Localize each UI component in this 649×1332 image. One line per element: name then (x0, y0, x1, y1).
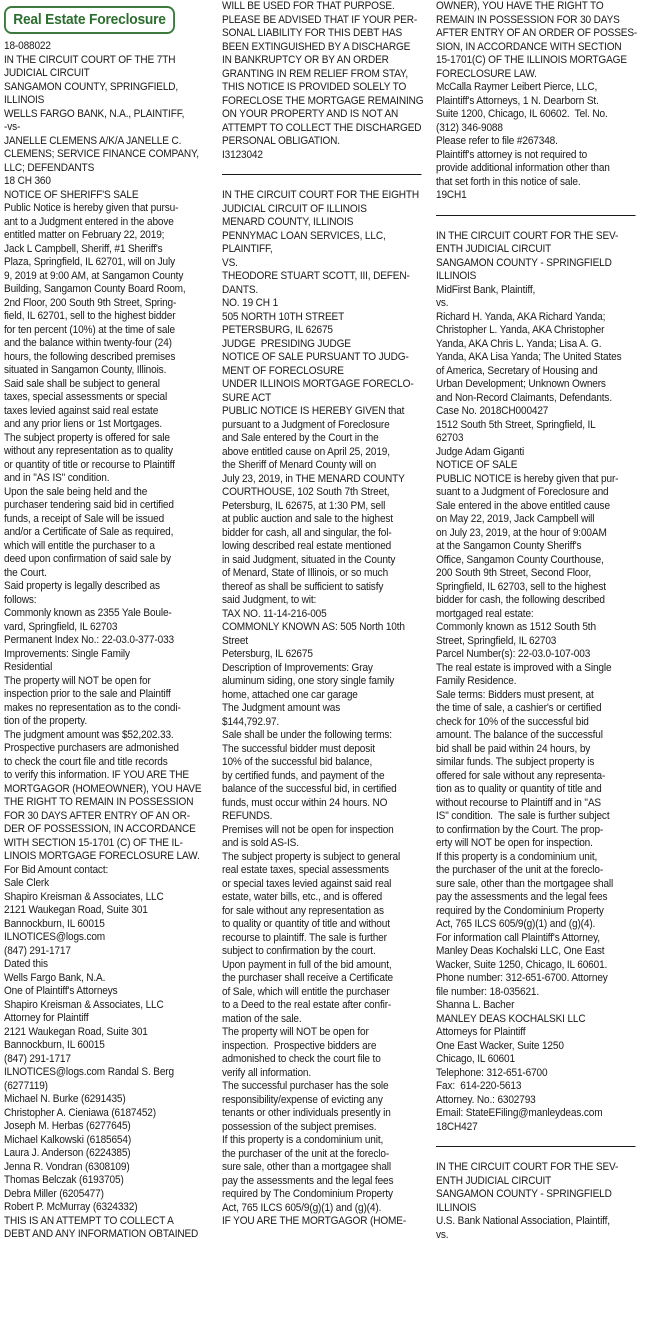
text-line: erty will NOT be open for inspection. (436, 837, 593, 849)
text-line: Shapiro Kreisman & Associates, LLC (4, 998, 164, 1011)
text-line: Richard H. Yanda, AKA Richard Yanda; (436, 310, 606, 323)
text-line: JUDICIAL CIRCUIT OF ILLINOIS (222, 202, 367, 215)
text-line: ATTEMPT TO COLLECT THE DISCHARGED (222, 121, 422, 134)
text-line: mortgaged real estate: (436, 607, 534, 620)
text-line: WITH SECTION 15-1701 (C) OF THE IL- (4, 836, 183, 849)
text-line: situated in Sangamon County, Illinois. (4, 364, 167, 376)
column-1 (4, 0, 213, 1332)
text-line: SONAL LIABILITY FOR THIS DEBT HAS (222, 27, 403, 39)
text-line: Permanent Index No.: 22-03.0-377-033 (4, 634, 174, 646)
text-line: JUDICIAL CIRCUIT (4, 67, 90, 79)
text-line: for ten percent (10%) at the time of sale (4, 323, 175, 336)
text-line: PUBLIC NOTICE IS HEREBY GIVEN that (222, 405, 405, 417)
text-line: Urban Development; Unknown Owners (436, 378, 606, 390)
text-line: without any representation as to quality (4, 445, 173, 457)
text-line: The property will NOT be open for (4, 674, 151, 687)
text-line: makes no representation as to the condi- (4, 701, 181, 714)
text-line: 19CH1 (436, 189, 467, 201)
text-line: LINOIS MORTGAGE FORECLOSURE LAW. (4, 850, 200, 862)
text-line: Phone number: 312-651-6700. Attorney (436, 972, 608, 984)
text-line: (847) 291-1717 (4, 1052, 71, 1065)
column-3 (436, 0, 645, 1332)
text-line: For Bid Amount contact: (4, 863, 109, 876)
text-line: $144,792.97. (222, 715, 280, 728)
text-line: Plaza, Springfield, IL 62701, will on July (4, 256, 175, 268)
text-line: Petersburg, IL 62675 (222, 648, 313, 660)
text-line: Christopher L. Yanda, AKA Christopher (436, 324, 605, 336)
text-line: pay the assessments and the legal fees (436, 891, 608, 903)
text-line: FORECLOSURE LAW. (436, 67, 537, 80)
text-line: LLC; DEFENDANTS (4, 161, 95, 174)
text-line: SION, IN ACCORDANCE WITH SECTION (436, 40, 622, 53)
text-line: MidFirst Bank, Plaintiff, (436, 283, 536, 296)
notice-divider (222, 174, 422, 175)
text-line: of America, Secretary of Housing and (436, 364, 598, 377)
text-line: inspection prior to the sale and Plaintiff (4, 688, 171, 700)
section-header: Real Estate Foreclosure (4, 6, 175, 34)
text-line: in said Judgment, situated in the County (222, 553, 396, 566)
text-line: PUBLIC NOTICE is hereby given that pur- (436, 472, 619, 485)
text-line: SANGAMON COUNTY, SPRINGFIELD, (4, 80, 179, 93)
text-line: IN BANKRUPTCY OR BY AN ORDER (222, 54, 389, 66)
text-line: Plaintiff's Attorneys, 1 N. Dearborn St. (436, 94, 599, 107)
text-line: file number: 18-035621. (436, 985, 540, 998)
text-line: which will entitle the purchaser to a (4, 539, 155, 552)
text-line: by certified funds, and payment of the (222, 769, 385, 782)
notice-pennymac-text (222, 189, 431, 1229)
text-line: responsibility/expense of evicting any (222, 1093, 383, 1106)
text-line: Debra Miller (6205477) (4, 1187, 104, 1200)
text-line: 200 South 9th Street, Second Floor, (436, 567, 592, 579)
text-line: required by The Condominium Property (222, 1188, 393, 1200)
text-line: ILLINOIS (436, 1201, 477, 1214)
text-line: PERSONAL OBLIGATION. (222, 135, 340, 147)
text-line: REFUNDS. (222, 810, 273, 822)
text-line: Jack L Campbell, Sheriff, #1 Sheriff's (4, 242, 163, 255)
text-line: REMAIN IN POSSESSION FOR 30 DAYS (436, 13, 620, 26)
text-line: the Court. (4, 566, 47, 579)
text-line: pay the assessments and the legal fees (222, 1174, 394, 1187)
column-2 (222, 0, 431, 1332)
text-line: tion as to quality or quantity of title and (436, 783, 602, 795)
text-line: at public auction and sale to the highest (222, 513, 393, 525)
text-line: check for 10% of the successful bid (436, 715, 589, 728)
text-line: ant to a Judgment entered in the above (4, 215, 174, 228)
text-line: July 23, 2019, in THE MENARD COUNTY (222, 472, 405, 485)
text-line: FOR 30 DAYS AFTER ENTRY OF AN OR- (4, 809, 191, 822)
text-line: For information call Plaintiff's Attorney, (436, 931, 600, 944)
text-line: funds, a receipt of Sale will be issued (4, 512, 165, 525)
text-line: 1512 South 5th Street, Springfield, IL (436, 418, 596, 431)
text-line: ENTH JUDICIAL CIRCUIT (436, 243, 552, 255)
text-line: Yanda, AKA Chris L. Yanda; Lisa A. G. (436, 337, 602, 350)
text-line: NO. 19 CH 1 (222, 297, 279, 309)
text-line: If this property is a condominium unit, (222, 1134, 384, 1146)
text-line: field, IL 62701, sell to the highest bidder (4, 310, 176, 322)
text-line: Email: StateEFiling@manleydeas.com (436, 1107, 603, 1119)
text-line: MANLEY DEAS KOCHALSKI LLC (436, 1012, 586, 1025)
text-line: TAX NO. 11-14-216-005 (222, 607, 327, 620)
text-line: The subject property is offered for sale (4, 431, 170, 444)
text-line: Commonly known as 1512 South 5th (436, 621, 596, 633)
text-line: Plaintiff's attorney is not required to (436, 148, 588, 161)
text-line: PETERSBURG, IL 62675 (222, 324, 333, 336)
text-line: Case No. 2018CH000427 (436, 405, 549, 417)
text-line: entitled matter on February 22, 2019; (4, 229, 165, 241)
text-line: to quality or quantity of title and without (222, 918, 390, 930)
text-line: Dated this (4, 958, 48, 970)
text-line: hours, the following described premises (4, 350, 176, 363)
text-line: to confirmation by the Court. The prop- (436, 823, 604, 836)
text-line: Jenna R. Vondran (6308109) (4, 1160, 130, 1173)
text-line: provide additional information other than (436, 162, 610, 174)
text-line: verify all information. (222, 1066, 312, 1079)
text-line: follows: (4, 593, 37, 606)
text-line: Chicago, IL 60601 (436, 1053, 515, 1065)
text-line: Sale shall be under the following terms: (222, 729, 392, 741)
text-line: vs. (436, 1228, 449, 1241)
text-line: Public Notice is hereby given that pursu- (4, 202, 179, 214)
text-line: 9, 2019 at 9:00 AM, at Sangamon County (4, 269, 184, 282)
text-line: One of Plaintiff's Attorneys (4, 985, 118, 997)
text-line: Laura J. Anderson (6224385) (4, 1147, 131, 1159)
text-line: the time of sale, a cashier's or certified (436, 702, 602, 714)
text-line: sure sale, other than a mortgagee shall (222, 1161, 391, 1173)
text-line: IN THE CIRCUIT COURT OF THE 7TH (4, 53, 176, 66)
text-line: balance of the successful bid, in certified (222, 783, 397, 795)
text-line: bidder for cash, all and singular, the fol- (222, 526, 392, 539)
text-line: Bannockburn, IL 60015 (4, 917, 105, 930)
text-line: SURE ACT (222, 391, 272, 404)
text-line: MENT OF FORECLOSURE (222, 364, 344, 377)
text-line: Attorneys for Plaintiff (436, 1026, 526, 1038)
text-line: Wells Fargo Bank, N.A. (4, 971, 106, 984)
text-line: THEODORE STUART SCOTT, III, DEFEN- (222, 270, 410, 282)
text-line: of Sale, which will entitle the purchaser (222, 985, 390, 998)
text-line: tion of the property. (4, 715, 87, 727)
notice-us-bank-text (436, 1161, 645, 1242)
text-line: without recourse to Plaintiff and in "AS (436, 796, 601, 809)
text-line: above entitled cause on April 25, 2019, (222, 445, 390, 458)
text-line: The successful purchaser has the sole (222, 1080, 389, 1092)
text-line: ILLINOIS (4, 94, 45, 106)
text-line: The real estate is improved with a Single (436, 661, 612, 674)
text-line: The Judgment amount was (222, 702, 341, 714)
text-line: on May 22, 2019, Jack Campbell will (436, 513, 595, 525)
text-line: or special taxes levied against said real (222, 877, 392, 890)
text-line: OWNER), YOU HAVE THE RIGHT TO (436, 0, 604, 12)
text-line: -vs- (4, 121, 21, 133)
text-line: Telephone: 312-651-6700 (436, 1066, 548, 1079)
text-line: Act, 765 ILCS 605/9(g)(1) and (g)(4). (436, 918, 596, 930)
text-line: amount. The balance of the successful (436, 729, 603, 741)
text-line: THIS NOTICE IS PROVIDED SOLELY TO (222, 81, 407, 93)
text-line: GRANTING IN REM RELIEF FROM STAY, (222, 67, 408, 80)
text-line: Office, Sangamon County Courthouse, (436, 553, 604, 566)
text-line: ILNOTICES@logs.com Randal S. Berg (4, 1066, 174, 1078)
text-line: Thomas Belczak (6193705) (4, 1174, 124, 1186)
text-line: SANGAMON COUNTY - SPRINGFIELD (436, 1188, 612, 1200)
text-line: ON YOUR PROPERTY AND IS NOT AN (222, 108, 399, 120)
text-line: home, attached one car garage (222, 688, 358, 701)
text-line: JUDGE PRESIDING JUDGE (222, 337, 351, 350)
text-line: Said property is legally described as (4, 580, 160, 592)
text-line: 15-1701(C) OF THE ILLINOIS MORTGAGE (436, 54, 627, 66)
text-line: (312) 346-9088 (436, 121, 503, 134)
text-line: Description of Improvements: Gray (222, 661, 373, 674)
text-line: 2121 Waukegan Road, Suite 301 (4, 1025, 148, 1038)
text-line: to check the court file and title records (4, 755, 168, 768)
text-line: on July 23, 2019, at the hour of 9:00AM (436, 526, 607, 539)
text-line: pursuant to a Judgment of Foreclosure (222, 418, 390, 431)
text-line: CLEMENS; SERVICE FINANCE COMPANY, (4, 148, 199, 160)
text-line: that set forth in this notice of sale. (436, 175, 581, 188)
text-line: (847) 291-1717 (4, 944, 71, 957)
notice-pennymac-continued-text (436, 0, 645, 203)
text-line: mation of the sale. (222, 1012, 302, 1025)
text-line: Petersburg, IL 62675, at 1:30 PM, sell (222, 499, 386, 512)
text-line: Building, Sangamon County Board Room, (4, 283, 186, 295)
text-line: Fax: 614-220-5613 (436, 1080, 522, 1092)
text-line: Bannockburn, IL 60015 (4, 1039, 105, 1051)
text-line: THIS IS AN ATTEMPT TO COLLECT A (4, 1214, 174, 1227)
text-line: suant to a Judgment of Foreclosure and (436, 486, 609, 498)
text-line: PLAINTIFF, (222, 243, 273, 255)
text-line: Upon payment in full of the bid amount, (222, 958, 392, 971)
text-line: 505 NORTH 10TH STREET (222, 310, 345, 323)
text-line: Premises will not be open for inspection (222, 823, 394, 836)
text-line: JANELLE CLEMENS A/K/A JANELLE C. (4, 134, 182, 147)
notice-divider (436, 1146, 636, 1147)
text-line: tenants or other individuals presently in (222, 1107, 391, 1119)
text-line: required by the Condominium Property (436, 904, 604, 917)
text-line: admonished to check the court file to (222, 1053, 381, 1065)
text-line: 18-088022 (4, 40, 51, 52)
text-line: purchaser tendering said bid in certified (4, 499, 174, 511)
text-line: ILLINOIS (436, 270, 477, 282)
text-line: Judge Adam Giganti (436, 445, 525, 458)
text-line: MORTGAGOR (HOMEOWNER), YOU HAVE (4, 782, 202, 795)
text-line: or quantity of title or recourse to Plaintiff (4, 458, 175, 471)
text-line: Robert P. McMurray (6324332) (4, 1201, 138, 1213)
text-line: lowing described real estate mentioned (222, 540, 392, 552)
text-line: Sale Clerk (4, 877, 50, 889)
text-line: IN THE CIRCUIT COURT FOR THE EIGHTH (222, 189, 420, 201)
text-line: IN THE CIRCUIT COURT FOR THE SEV- (436, 229, 619, 242)
text-line: and the balance within twenty-four (24) (4, 337, 172, 349)
text-line: Sale terms: Bidders must present, at (436, 688, 594, 701)
text-line: real estate taxes, special assessments (222, 864, 389, 876)
text-line: and/or a Certificate of Sale as required, (4, 526, 174, 538)
text-line: FORECLOSE THE MORTGAGE REMAINING (222, 94, 424, 107)
text-line: DEBT AND ANY INFORMATION OBTAINED (4, 1228, 199, 1240)
text-line: PENNYMAC LOAN SERVICES, LLC, (222, 229, 386, 242)
text-line: NOTICE OF SALE (436, 459, 518, 471)
text-line: and Non-Record Claimants, Defendants. (436, 391, 612, 404)
text-line: and in "AS IS" condition. (4, 472, 110, 484)
text-line: funds, must occur within 24 hours. NO (222, 796, 388, 809)
text-line: NOTICE OF SALE PURSUANT TO JUDG- (222, 351, 409, 363)
text-line: Attorney for Plaintiff (4, 1012, 89, 1024)
notice-wells-fargo-text (4, 40, 213, 1242)
text-line: (6277119) (4, 1079, 48, 1092)
text-line: SANGAMON COUNTY - SPRINGFIELD (436, 256, 612, 269)
text-line: and Sale entered by the Court in the (222, 432, 379, 444)
text-line: Family Residence. (436, 675, 517, 687)
text-line: sure sale, other than the mortgagee shall (436, 877, 614, 890)
text-line: ILNOTICES@logs.com (4, 931, 106, 943)
text-line: IS" condition. The sale is further subject (436, 810, 610, 822)
text-line: The property will NOT be open for (222, 1026, 369, 1038)
text-line: 2nd Floor, 200 South 9th Street, Spring- (4, 296, 177, 309)
text-line: The successful bidder must deposit (222, 742, 375, 755)
text-line: The subject property is subject to general (222, 850, 401, 863)
text-line: Wacker, Suite 1250, Chicago, IL 60601. (436, 958, 608, 971)
text-line: Street, Springfield, IL 62703 (436, 634, 557, 647)
notice-midfirst-text (436, 230, 645, 1135)
text-line: Improvements: Single Family (4, 647, 130, 660)
text-line: IN THE CIRCUIT COURT FOR THE SEV- (436, 1161, 619, 1173)
text-line: Said sale shall be subject to general (4, 377, 160, 390)
text-line: WILL BE USED FOR THAT PURPOSE. (222, 0, 395, 12)
text-line: bidder for cash, the following described (436, 594, 605, 606)
text-line: 10% of the successful bid balance, (222, 756, 373, 768)
text-line: VS. (222, 256, 238, 269)
text-line: Attorney. No.: 6302793 (436, 1093, 536, 1106)
text-line: Prospective purchasers are admonished (4, 742, 179, 754)
text-line: and is sold AS-IS. (222, 837, 299, 849)
text-line: COURTHOUSE, 102 South 7th Street, (222, 486, 390, 498)
text-line: Upon the sale being held and the (4, 485, 148, 498)
text-line: vard, Springfield, IL 62703 (4, 620, 118, 633)
text-line: NOTICE OF SHERIFF'S SALE (4, 188, 139, 201)
text-line: the Sheriff of Menard County will on (222, 459, 377, 471)
text-line: the purchaser shall receive a Certificate (222, 972, 393, 984)
text-line: subject to confirmation by the court. (222, 945, 376, 957)
text-line: said Judgment, to wit: (222, 594, 317, 606)
text-line: vs. (436, 297, 449, 309)
text-line: Suite 1200, Chicago, IL 60602. Tel. No. (436, 108, 608, 120)
text-line: the purchaser of the unit at the foreclo- (436, 864, 604, 876)
text-line: to verify this information. IF YOU ARE THE (4, 769, 189, 781)
text-line: for sale without any representation as (222, 904, 384, 917)
text-line: Act, 765 ILCS 605/9(g)(1) and (g)(4). (222, 1201, 382, 1214)
text-line: THE RIGHT TO REMAIN IN POSSESSION (4, 796, 194, 808)
text-line: Residential (4, 661, 53, 673)
text-line: PLEASE BE ADVISED THAT IF YOUR PER- (222, 13, 418, 26)
text-line: DANTS. (222, 283, 259, 296)
text-line: Michael N. Burke (6291435) (4, 1093, 126, 1105)
text-line: One East Wacker, Suite 1250 (436, 1039, 564, 1052)
text-line: ENTH JUDICIAL CIRCUIT (436, 1174, 552, 1187)
notice-wells-fargo-continued-text (222, 0, 431, 162)
text-line: Joseph M. Herbas (6277645) (4, 1120, 131, 1132)
text-line: recourse to plaintiff. The sale is further (222, 931, 387, 944)
text-line: taxes, special assessments or special (4, 391, 168, 403)
text-line: Shanna L. Bacher (436, 999, 515, 1011)
text-line: 18 CH 360 (4, 175, 51, 187)
text-line: Sale entered in the above entitled cause (436, 499, 610, 512)
text-line: MENARD COUNTY, ILLINOIS (222, 216, 354, 228)
text-line: thereof as shall be sufficient to satisfy (222, 580, 384, 593)
text-line: similar funds. The subject property is (436, 756, 595, 768)
text-line: Christopher A. Cieniawa (6187452) (4, 1106, 156, 1119)
text-line: deed upon confirmation of said sale by (4, 553, 171, 565)
text-line: at the Sangamon County Sheriff's (436, 540, 582, 552)
text-line: IF YOU ARE THE MORTGAGOR (HOME- (222, 1215, 407, 1227)
text-line: Shapiro Kreisman & Associates, LLC (4, 890, 164, 903)
text-line: If this property is a condominium unit, (436, 850, 598, 863)
text-line: U.S. Bank National Association, Plaintiff, (436, 1215, 610, 1227)
text-line: UNDER ILLINOIS MORTGAGE FORECLO- (222, 378, 414, 390)
text-line: taxes levied against said real estate (4, 404, 159, 417)
text-line: BEEN EXTINGUISHED BY A DISCHARGE (222, 40, 411, 53)
text-line: AFTER ENTRY OF AN ORDER OF POSSES- (436, 27, 638, 39)
text-line: 2121 Waukegan Road, Suite 301 (4, 904, 148, 916)
text-line: Commonly known as 2355 Yale Boule- (4, 607, 172, 619)
text-line: inspection. Prospective bidders are (222, 1039, 377, 1052)
text-line: Michael Kalkowski (6185654) (4, 1133, 132, 1146)
text-line: WELLS FARGO BANK, N.A., PLAINTIFF, (4, 107, 185, 120)
text-line: to a Deed to the real estate after confir- (222, 999, 392, 1011)
text-line: DER OF POSSESSION, IN ACCORDANCE (4, 823, 196, 835)
text-line: Springfield, IL 62703, sell to the highest (436, 580, 606, 593)
text-line: The judgment amount was $52,202.33. (4, 728, 174, 741)
text-line: 62703 (436, 432, 464, 444)
text-line: 18CH427 (436, 1120, 478, 1133)
text-line: and any prior liens or 1st Mortgages. (4, 418, 163, 430)
text-line: COMMONLY KNOWN AS: 505 North 10th (222, 621, 405, 633)
text-line: Please refer to file #267348. (436, 135, 558, 147)
text-line: Yanda, AKA Lisa Yanda; The United States (436, 351, 622, 363)
notice-divider (436, 215, 636, 216)
text-line: McCalla Raymer Leibert Pierce, LLC, (436, 81, 598, 93)
text-line: offered for sale without any representa- (436, 769, 606, 782)
text-line: Manley Deas Kochalski LLC, One East (436, 945, 605, 957)
text-line: estate, water bills, etc., and is offered (222, 891, 383, 903)
text-line: of Menard, State of Illinois, or so much (222, 567, 389, 579)
text-line: Parcel Number(s): 22-03.0-107-003 (436, 648, 591, 660)
text-line: possession of the subject premises. (222, 1120, 377, 1133)
text-line: aluminum siding, one story single family (222, 675, 395, 687)
text-line: bid shall be paid within 24 hours, by (436, 742, 591, 755)
text-line: Street (222, 634, 249, 647)
text-line: the purchaser of the unit at the foreclo- (222, 1147, 390, 1160)
text-line: I3123042 (222, 148, 263, 161)
